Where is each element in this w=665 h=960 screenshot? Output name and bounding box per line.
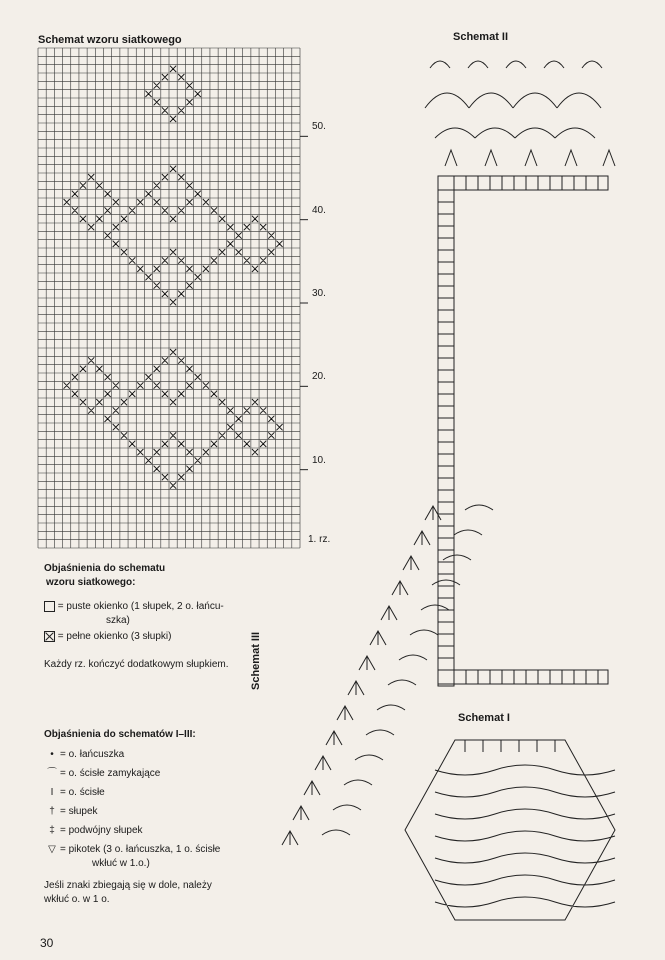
row-label-1: 1. rz. (308, 534, 331, 545)
schemat-iii-title: Schemat III (250, 631, 262, 690)
symbol-legend-item (44, 786, 294, 800)
row-label-40: 40. (312, 205, 326, 216)
symbols-note-1: Jeśli znaki zbiegają się w dole, należy (44, 880, 212, 891)
schemat-i-stitches (405, 740, 615, 920)
empty-box-label-cont: szka) (106, 615, 130, 626)
symbol-glyph: ▽ (48, 844, 56, 855)
symbol-legend-item (44, 824, 294, 838)
symbol-glyph: ‡ (49, 825, 55, 836)
schemat-i-diagram (395, 730, 625, 930)
filet-grid-lines (38, 48, 300, 548)
row-label-10: 10. (312, 455, 326, 466)
filet-chart-grid (38, 48, 300, 548)
row-label-30: 30. (312, 288, 326, 299)
full-box-icon (44, 631, 55, 642)
schemat-ii-title: Schemat II (453, 31, 509, 43)
symbol-label: wkłuć w 1.o.) (92, 858, 150, 869)
symbol-legend-item (44, 767, 294, 781)
symbol-glyph: • (50, 749, 54, 760)
symbol-glyph: ⌒ (47, 768, 57, 779)
symbols-legend-title: Objaśnienia do schematów I–III: (44, 729, 196, 740)
symbol-label: = o. ścisłe (60, 787, 105, 798)
symbol-legend-item (44, 748, 294, 762)
symbol-label: = o. ścisłe zamykające (60, 768, 161, 779)
symbol-label: = słupek (60, 806, 98, 817)
filet-note: Każdy rz. kończyć dodatkowym słupkiem. (44, 659, 229, 670)
symbol-glyph: I (50, 787, 54, 798)
main-chart-title: Schemat wzoru siatkowego (38, 34, 182, 46)
filet-legend-title-2: wzoru siatkowego: (46, 577, 136, 588)
full-box-label: = pełne okienko (3 słupki) (57, 631, 172, 642)
symbol-legend-item (44, 805, 294, 819)
symbol-legend-item (44, 843, 294, 857)
symbol-label: = pikotek (3 o. łańcuszka, 1 o. ścisłe (60, 844, 221, 855)
filet-legend-title-1: Objaśnienia do schematu (44, 563, 166, 574)
symbol-legend-item (44, 857, 294, 871)
row-label-20: 20. (312, 371, 326, 382)
symbol-label: = podwójny słupek (60, 825, 143, 836)
row-label-50: 50. (312, 121, 326, 132)
symbol-glyph: † (49, 806, 55, 817)
symbols-note-2: wkłuć o. w 1 o. (44, 894, 110, 905)
schemat-ii-cells (438, 176, 598, 684)
filet-filled-cells (64, 66, 283, 489)
empty-box-icon (44, 601, 55, 612)
symbols-legend (44, 728, 294, 907)
empty-box-label: = puste okienko (1 słupek, 2 o. łańcu- (57, 601, 224, 612)
symbol-label: = o. łańcuszka (60, 749, 125, 760)
page-number: 30 (40, 936, 54, 950)
schemat-i-title: Schemat I (458, 712, 510, 724)
